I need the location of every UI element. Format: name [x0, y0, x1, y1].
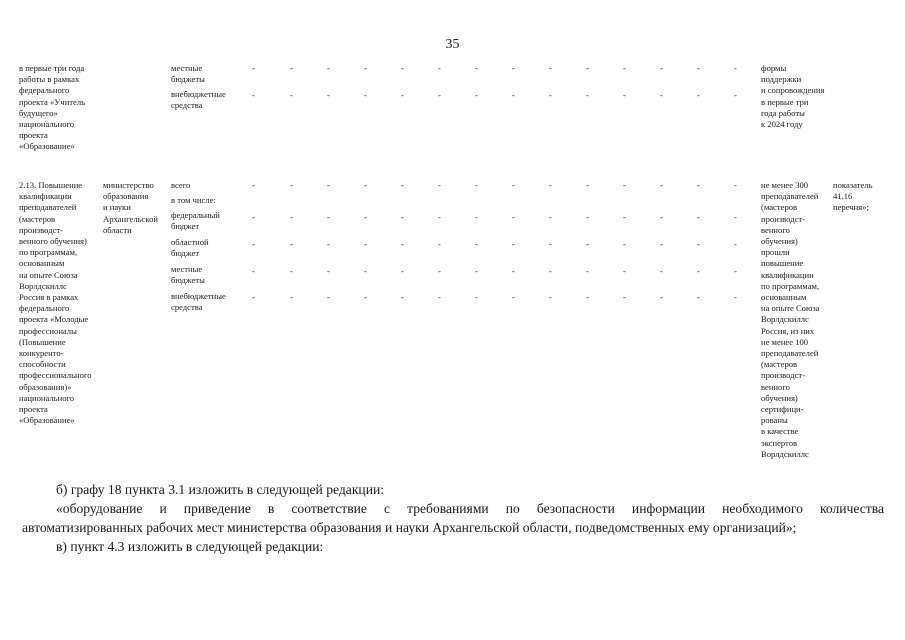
- empty-cell-dash: -: [438, 292, 441, 302]
- empty-cell-dash: -: [586, 239, 589, 249]
- paragraph-quote-line1: «оборудование и приведение в соответствие с требованиями по безопасности информации необходимого количества: [56, 501, 884, 516]
- empty-cell-dash: -: [549, 90, 552, 100]
- empty-cell-dash: -: [660, 239, 663, 249]
- empty-cell-dash: -: [697, 266, 700, 276]
- empty-cell-dash: -: [660, 266, 663, 276]
- empty-cell-dash: -: [549, 63, 552, 73]
- empty-cell-dash: -: [475, 266, 478, 276]
- empty-cell-dash: -: [586, 90, 589, 100]
- row-2-13-executor: министерство образования и науки Архангельской области: [103, 180, 158, 235]
- empty-cell-dash: -: [660, 90, 663, 100]
- empty-cell-dash: -: [401, 212, 404, 222]
- empty-cell-dash: -: [364, 180, 367, 190]
- empty-cell-dash: -: [549, 239, 552, 249]
- empty-cell-dash: -: [401, 239, 404, 249]
- empty-cell-dash: -: [364, 90, 367, 100]
- empty-cell-dash: -: [475, 239, 478, 249]
- empty-cell-dash: -: [734, 180, 737, 190]
- empty-cell-dash: -: [549, 212, 552, 222]
- empty-cell-dash: -: [586, 292, 589, 302]
- empty-cell-dash: -: [623, 180, 626, 190]
- empty-cell-dash: -: [549, 180, 552, 190]
- empty-cell-dash: -: [252, 63, 255, 73]
- source-extrabudgetary: внебюджетные средства: [171, 291, 226, 313]
- empty-cell-dash: -: [660, 63, 663, 73]
- dash-row: [250, 90, 744, 100]
- empty-cell-dash: -: [290, 292, 293, 302]
- empty-cell-dash: -: [290, 266, 293, 276]
- empty-cell-dash: -: [586, 212, 589, 222]
- dash-row: [250, 212, 744, 222]
- empty-cell-dash: -: [697, 180, 700, 190]
- empty-cell-dash: -: [401, 180, 404, 190]
- empty-cell-dash: -: [290, 90, 293, 100]
- empty-cell-dash: -: [512, 63, 515, 73]
- empty-cell-dash: -: [327, 266, 330, 276]
- empty-cell-dash: -: [401, 90, 404, 100]
- empty-cell-dash: -: [512, 239, 515, 249]
- empty-cell-dash: -: [623, 90, 626, 100]
- empty-cell-dash: -: [327, 292, 330, 302]
- empty-cell-dash: -: [697, 90, 700, 100]
- empty-cell-dash: -: [252, 212, 255, 222]
- empty-cell-dash: -: [364, 63, 367, 73]
- empty-cell-dash: -: [623, 212, 626, 222]
- empty-cell-dash: -: [252, 239, 255, 249]
- result-text-cont: формы поддержки и сопровождения в первые три года работы к 2024 году: [761, 63, 825, 130]
- dash-row: [250, 180, 744, 190]
- empty-cell-dash: -: [290, 212, 293, 222]
- empty-cell-dash: -: [475, 292, 478, 302]
- source-federal-budget: федеральный бюджет: [171, 210, 220, 232]
- empty-cell-dash: -: [697, 212, 700, 222]
- empty-cell-dash: -: [327, 180, 330, 190]
- empty-cell-dash: -: [327, 63, 330, 73]
- empty-cell-dash: -: [252, 292, 255, 302]
- empty-cell-dash: -: [252, 266, 255, 276]
- empty-cell-dash: -: [623, 63, 626, 73]
- empty-cell-dash: -: [438, 212, 441, 222]
- empty-cell-dash: -: [364, 292, 367, 302]
- empty-cell-dash: -: [290, 63, 293, 73]
- empty-cell-dash: -: [586, 180, 589, 190]
- empty-cell-dash: -: [512, 266, 515, 276]
- row-2-13-description: 2.13. Повышение квалификации преподавателей (мастеров производст- венного обучения) по программам, основанным на опыте Союза Ворлдскиллс Россия в рамках федерального проекта «Молодые профессионалы (Повышение конкуренто- способности профессионального образования)» национального проекта «Образование»: [19, 180, 92, 426]
- empty-cell-dash: -: [660, 180, 663, 190]
- source-local-budget: местные бюджеты: [171, 264, 205, 286]
- empty-cell-dash: -: [660, 292, 663, 302]
- empty-cell-dash: -: [252, 90, 255, 100]
- empty-cell-dash: -: [364, 266, 367, 276]
- source-including: в том числе:: [171, 195, 216, 205]
- empty-cell-dash: -: [734, 63, 737, 73]
- empty-cell-dash: -: [438, 180, 441, 190]
- empty-cell-dash: -: [660, 212, 663, 222]
- empty-cell-dash: -: [623, 292, 626, 302]
- dash-row: [250, 266, 744, 276]
- paragraph-quote-line2: автоматизированных рабочих мест министерства образования и науки Архангельской области, подведомственных ему организаций»;: [22, 520, 797, 535]
- empty-cell-dash: -: [512, 212, 515, 222]
- empty-cell-dash: -: [438, 90, 441, 100]
- dash-row: [250, 63, 744, 73]
- empty-cell-dash: -: [586, 63, 589, 73]
- source-local-budget: местные бюджеты: [171, 63, 205, 85]
- empty-cell-dash: -: [327, 212, 330, 222]
- empty-cell-dash: -: [512, 180, 515, 190]
- empty-cell-dash: -: [623, 266, 626, 276]
- row-2-13-result: не менее 300 преподавателей (мастеров производст- венного обучения) прошли повышение квалификации по программам, основанным на опыте Союза Ворлдскиллс Россия, из них не менее 100 преподавателей (мастеров производст- венного обучения) сертифици- рованы в качестве экспертов Ворлдскиллс: [761, 180, 820, 459]
- dash-row: [250, 239, 744, 249]
- empty-cell-dash: -: [327, 90, 330, 100]
- empty-cell-dash: -: [401, 63, 404, 73]
- row-description-cont: в первые три года работы в рамках федерального проекта «Учитель будущего» национального проекта «Образование»: [19, 63, 86, 152]
- empty-cell-dash: -: [438, 63, 441, 73]
- empty-cell-dash: -: [290, 180, 293, 190]
- empty-cell-dash: -: [327, 239, 330, 249]
- empty-cell-dash: -: [364, 239, 367, 249]
- empty-cell-dash: -: [475, 212, 478, 222]
- empty-cell-dash: -: [438, 239, 441, 249]
- empty-cell-dash: -: [697, 292, 700, 302]
- empty-cell-dash: -: [734, 266, 737, 276]
- empty-cell-dash: -: [549, 266, 552, 276]
- empty-cell-dash: -: [475, 63, 478, 73]
- source-total: всего: [171, 180, 191, 190]
- row-2-13-indicator: показатель 41.16 перечня»;: [833, 180, 873, 213]
- empty-cell-dash: -: [364, 212, 367, 222]
- empty-cell-dash: -: [697, 63, 700, 73]
- empty-cell-dash: -: [401, 266, 404, 276]
- empty-cell-dash: -: [438, 266, 441, 276]
- empty-cell-dash: -: [586, 266, 589, 276]
- empty-cell-dash: -: [549, 292, 552, 302]
- empty-cell-dash: -: [401, 292, 404, 302]
- empty-cell-dash: -: [734, 212, 737, 222]
- empty-cell-dash: -: [512, 292, 515, 302]
- source-extrabudgetary: внебюджетные средства: [171, 89, 226, 111]
- empty-cell-dash: -: [512, 90, 515, 100]
- empty-cell-dash: -: [697, 239, 700, 249]
- empty-cell-dash: -: [734, 239, 737, 249]
- paragraph-b: б) графу 18 пункта 3.1 изложить в следующей редакции:: [56, 482, 385, 497]
- empty-cell-dash: -: [734, 292, 737, 302]
- empty-cell-dash: -: [252, 180, 255, 190]
- empty-cell-dash: -: [475, 180, 478, 190]
- empty-cell-dash: -: [623, 239, 626, 249]
- empty-cell-dash: -: [475, 90, 478, 100]
- paragraph-v: в) пункт 4.3 изложить в следующей редакции:: [56, 539, 324, 554]
- page-number: 35: [445, 37, 460, 52]
- source-regional-budget: областной бюджет: [171, 237, 209, 259]
- empty-cell-dash: -: [290, 239, 293, 249]
- empty-cell-dash: -: [734, 90, 737, 100]
- dash-row: [250, 292, 744, 302]
